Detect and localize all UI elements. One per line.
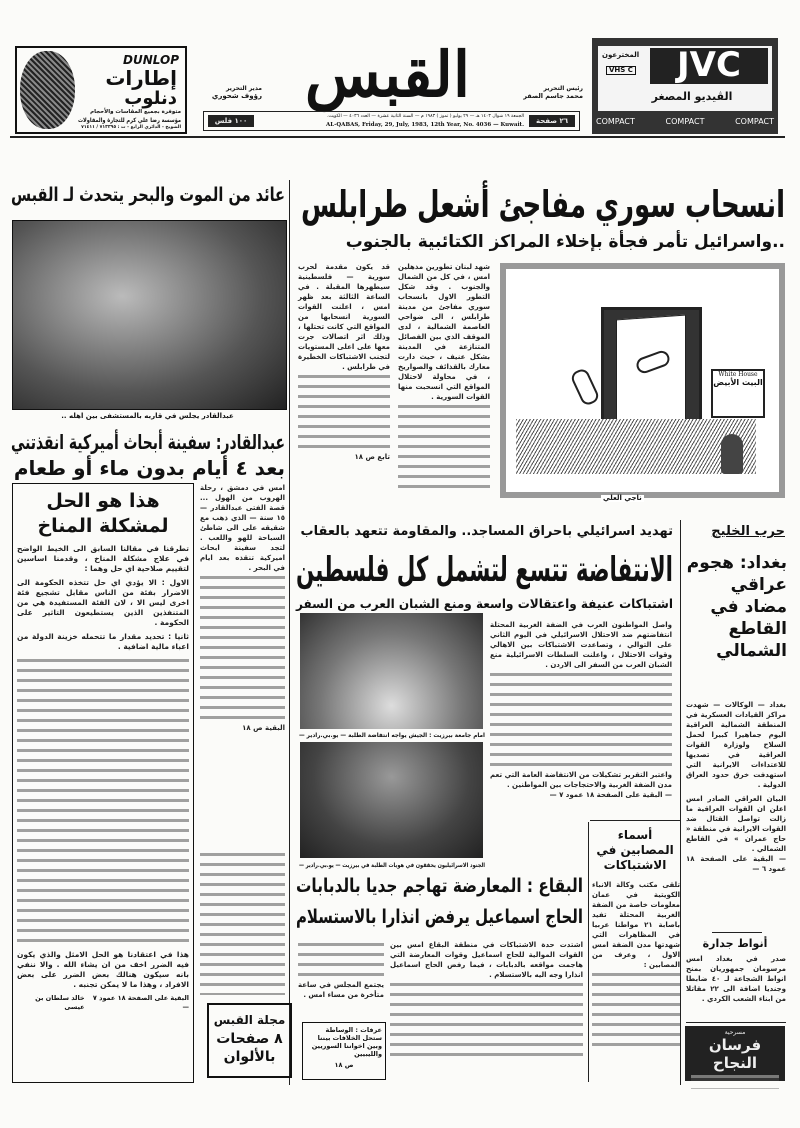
climate-paragraph: هذا في اعتقادنا هو الحل الامثل والذي يكون فيه الضرر اخف من ان يشاء الله . والا ننفي بانه سيكون هنالك بعض الضرر على بعض الافراد ، وهذا ما لا يمكن تجنبه . [17, 950, 189, 989]
bekaa-text: يجتمع المجلس في ساعة متأخرة من مساء امس . [298, 981, 384, 999]
masthead-rule [10, 136, 785, 138]
intifada-photo-1-caption: امام جامعة بيرزيت : الجيش يواجه انتفاضة الطلبة — يو.بي.رادير — [298, 732, 485, 739]
continued-link[interactable]: البقية ص ١٨ [242, 724, 285, 732]
casualties-column [592, 880, 680, 1080]
gulf-text: البيان العراقي الصادر امس اعلن ان القوات العراقية ما زالت تواصل القتال ضد القوات الايرانية في منطقة « حاج عمران » في القاطع الشمالي . [686, 795, 786, 853]
climate-article-box [12, 483, 194, 1083]
continued-link[interactable]: البقية على الصفحة ١٨ عمود ٧ — [92, 994, 189, 1011]
dunlop-tagline: متوفرة بجميع المقاسات والأحجام [90, 109, 181, 115]
casualties-title: أسماء المصابين في الاشتباكات [596, 828, 674, 872]
magazine-promo[interactable] [207, 1003, 292, 1078]
bekaa-subheadline: الحاج اسماعيل يرفض انذارا بالاستسلام [295, 906, 583, 928]
cartoonist-signature: ناجي العلي [603, 494, 642, 502]
text-lines [298, 372, 390, 452]
handala-figure [721, 434, 743, 474]
climate-paragraph: الاول : الا يؤدي اي حل تتخذه الحكومة الى الاضرار بفئة من الناس مقابل تشجيع فئة اخرى ليس الا ، لان الفئة المستفيدة هي من المتنفذين الذين يستطيعون التاثير على الحكومة . [17, 578, 189, 627]
magazine-colors: بالألوان [223, 1049, 276, 1065]
intifada-photo-1 [300, 613, 483, 729]
arafat-page-ref[interactable]: ص ١٨ [334, 1061, 354, 1069]
text-lines [200, 573, 285, 723]
dateline-bar [203, 111, 580, 131]
jvc-title: الڤيديو المصغر [651, 90, 733, 103]
medals-text: صدر في بغداد امس مرسومان جمهوريان بمنح انواط الشجاعة لـ ٤٠ ضابطا وجنديا اضافة الى ٢٢ مقاتلا من ابناء الشعب الكردي . [686, 955, 786, 1003]
continued-link[interactable]: تابع ص ١٨ [354, 453, 390, 461]
play-ad[interactable] [685, 1026, 785, 1081]
medals-title: أنواط جدارة [702, 937, 768, 950]
survivor-photo [12, 220, 287, 410]
magazine-title: مجلة القبس [213, 1013, 286, 1027]
compact-label: COMPACT [596, 117, 635, 126]
intifada-text: واصل المواطنون العرب في الضفة الغربية المحتلة انتفاضتهم ضد الاحتلال الاسرائيلي في اليوم الثاني على التوالي ، وتصاعدت الاشتباكات بين الاهالي وقوات الاحتلال ، واعلنت السلطات الاسرائيلية منع الشبان العرب من السفر الى الاردن . [490, 621, 672, 669]
text-lines [592, 970, 680, 1050]
survivor-headline-2: بعد ٤ أيام بدون ماء أو طعام [13, 456, 285, 480]
rule [712, 932, 762, 933]
gulf-headline: بغداد: هجوم عراقي مضاد في القاطع الشمالي [686, 553, 787, 661]
survivor-kicker: عائد من الموت والبحر يتحدث لـ القبس [10, 184, 286, 206]
lead-column-2 [298, 262, 390, 462]
shoe-icon [569, 367, 601, 407]
date-english: AL-QABAS, Friday, 29, July, 1983, 12th Year, No. 4036 — Kuwait. [325, 122, 524, 128]
cartoon [500, 263, 785, 502]
climate-paragraph: ثانيا : تحديد مقدار ما تتحمله خزينة الدولة من اعباء مالية اضافية . [17, 632, 189, 651]
newspaper-logo: القبس [304, 38, 471, 111]
bekaa-headline: البقاع : المعارضة تهاجم جديا بالدبابات [296, 875, 583, 897]
left-column-text [200, 850, 285, 995]
text-lines [691, 1075, 779, 1089]
managing-editor-name: رؤوف شحوري [211, 92, 262, 100]
climate-title-2: لمشكلة المناخ [37, 515, 169, 537]
managing-editor-label: مدير التحرير [225, 85, 262, 92]
text-lines [390, 980, 583, 1060]
magazine-pages: ٨ صفحات [216, 1031, 283, 1047]
price-badge: ١٠٠ فلس [208, 115, 254, 127]
text-lines [17, 656, 189, 946]
sign-arabic: البيت الأبيض [713, 378, 763, 387]
continued-link[interactable]: — البقية على الصفحة ١٨ عمود ٦ — [686, 855, 786, 873]
intifada-photo-2-caption: الجنود الاسرائيليون يحققون في هويات الطلبة في بيرزيت — يو.بي.رادير — [299, 862, 485, 869]
climate-paragraph: تطرقنا في مقالنا السابق الى الخيط الواضح في علاج مشكلة المناخ ، وقدمنا اساسين لتقييم صلاحية اي حل وهما : [17, 544, 189, 573]
intifada-kicker: تهديد اسرائيلي باحراق المساجد.. والمقاومة تتعهد بالعقاب [300, 524, 673, 539]
sign-english: White House [718, 371, 758, 378]
ground [516, 419, 756, 474]
arafat-promo[interactable] [302, 1022, 386, 1080]
lead-column-1 [398, 262, 490, 517]
survivor-photo-caption: عبدالقادر يجلس في قاربه بالمستشفى بين اهله .. [61, 412, 234, 420]
climate-title-1: هذا هو الحل [46, 490, 160, 512]
gulf-column [686, 700, 786, 874]
casualties-text: تلقى مكتب وكالة الانباء الكويتية في عمان معلومات خاصة من الضفة الغربية المحتلة تفيد باصابة ٢١ مواطنا عربيا في المظاهرات التي شهدتها مدن الضفة امس الاول ، وعرف من المصابين : [592, 881, 680, 969]
lead-headline: انسحاب سوري مفاجئ أشعل طرابلس [300, 183, 785, 226]
compact-row [596, 117, 774, 126]
dunlop-brand: DUNLOP [123, 53, 179, 67]
managing-editor [200, 85, 262, 100]
intifada-headline: الانتفاضة تتسع لتشمل كل فلسطين [295, 550, 673, 590]
intifada-photo-2 [300, 742, 483, 858]
play-ad-title: فرسان النجاح [708, 1036, 762, 1072]
lead-text: شهد لبنان تطورين مذهلين امس ، في كل من الشمال والجنوب . وقد شكل التطور الاول بانسحاب سوري مفاجئ من مدينة طرابلس ، الى ضواحي العاصمة الشمالية ، لدى الموقف الذي بين الفصائل المتنازعة في المدينة بشكل عنيف ، حيث دارت معارك بالقذائف والصواريخ ، في محاولة لاحتلال المواقع التي انسحبت منها القوات السورية . [398, 263, 490, 401]
intifada-text: واعتبر التقرير تشكيلات من الانتفاضة العامة التي تعم مدن الضفة الغربية والاحتجاجات بين المواطنين . [490, 771, 672, 789]
author-name: خالد سلطان بن عيسى [35, 994, 85, 1011]
editor-in-chief-name: محمد جاسم الصقر [523, 92, 583, 100]
intifada-column [490, 620, 672, 800]
play-ad-label: مسرحية [724, 1029, 746, 1036]
compact-label: COMPACT [665, 117, 705, 126]
jvc-badge: المخترعون [602, 51, 640, 59]
editor-in-chief [515, 85, 583, 100]
lead-subheadline: ..واسرائيل تأمر فجأة بإخلاء المراكز الكتائبية بالجنوب [345, 232, 785, 252]
column-divider [289, 180, 290, 1085]
survivor-text: امس في دمشق ، رحلة الهروب من الهول ... قصة الفتى عبدالقادر — ١٥ سنة — الذي ذهب مع شقيقه على الى شاطئ السباحة للهو واللعب . لتجد سفينة ابحاث اميركية تنقذه بعد ايام في البحر . [200, 484, 285, 572]
arafat-text: عرفات : الوساطة ستحل الخلافات بيننا وبين اخواننا السوريين والليبيين [311, 1026, 382, 1058]
editor-in-chief-label: رئيس التحرير [543, 85, 583, 92]
compact-label: COMPACT [735, 117, 774, 126]
column-divider [680, 520, 681, 1085]
column-divider [588, 822, 589, 1082]
survivor-headline-1: عبدالقادر: سفينة أبحاث أميركية انقذتني [11, 430, 285, 454]
lead-text: قد يكون مقدمة لحرب سورية — فلسطينية سيطهرها المقبلة . في الساعة الثالثة بعد ظهر امس ، اعلنت القوات السورية انسحابها من المواقع التي كانت تحتلها ، وذلك اثر اتصالات جرت معها على اعلى المستويات لتجنب الاشتباكات الخطيرة في طرابلس . [298, 263, 390, 371]
bekaa-column [390, 940, 583, 1080]
dunlop-dealer: مؤسسة رضا علي كرم للتجارة والمقاولات [78, 117, 181, 124]
dunlop-ad[interactable] [15, 46, 187, 134]
date-arabic: الجمعة ١٩ شوال ١٤٠٣ هـ — ٢٩ يوليو ( تموز ) ١٩٨٣ م — السنة الثانية عشرة — العدد ٤٠٣٦ — الكويت. [326, 114, 524, 119]
intifada-subheadline: اشتباكات عنيفة واعتقالات واسعة ومنع الشبان العرب من السفر [295, 596, 673, 611]
gulf-section-label: حرب الخليج [711, 524, 785, 539]
dunlop-contact: الشويخ - الدائري الرابع - ت : ٧١٣٣٩٥ / ٧١٤١١ [81, 125, 181, 130]
rule [590, 820, 680, 821]
white-house-sign [711, 369, 765, 418]
tire-image [20, 51, 75, 129]
bekaa-column-2 [298, 940, 384, 1000]
page-count-badge: ٢٦ صفحة [529, 115, 575, 127]
dunlop-title-1: إطارات [105, 66, 177, 90]
text-lines [298, 940, 384, 980]
gulf-text: بغداد — الوكالات — شهدت مراكز القيادات العسكرية في المنطقة الشمالية العراقية اليوم جماهيرا كبيرا لحمل السلاح ولوزارة القوات العراقية في تصديها للاعتداءات الايرانية التي استهدفت خرق حدود العراق الدولية . [686, 701, 786, 789]
vhs-c-label: VHS C [606, 66, 636, 75]
bekaa-text: اشتدت حدة الاشتباكات في منطقة البقاع امس بين القوات الموالية للحاج اسماعيل وقوات المعارضة التي هاجمت مواقعه بالدبابات ، فيما رفض الحاج اسماعيل انذارا وجه اليه بالاستسلام . [390, 941, 583, 979]
continued-link[interactable]: — البقية على الصفحة ١٨ عمود ٧ — [549, 791, 672, 799]
jvc-ad[interactable] [592, 38, 778, 134]
jvc-logo: JVC [650, 48, 768, 84]
text-lines [490, 670, 672, 770]
rule [686, 1022, 786, 1023]
dunlop-title-2: دنلوب [124, 88, 177, 109]
text-lines [398, 402, 490, 492]
survivor-column [200, 483, 285, 733]
